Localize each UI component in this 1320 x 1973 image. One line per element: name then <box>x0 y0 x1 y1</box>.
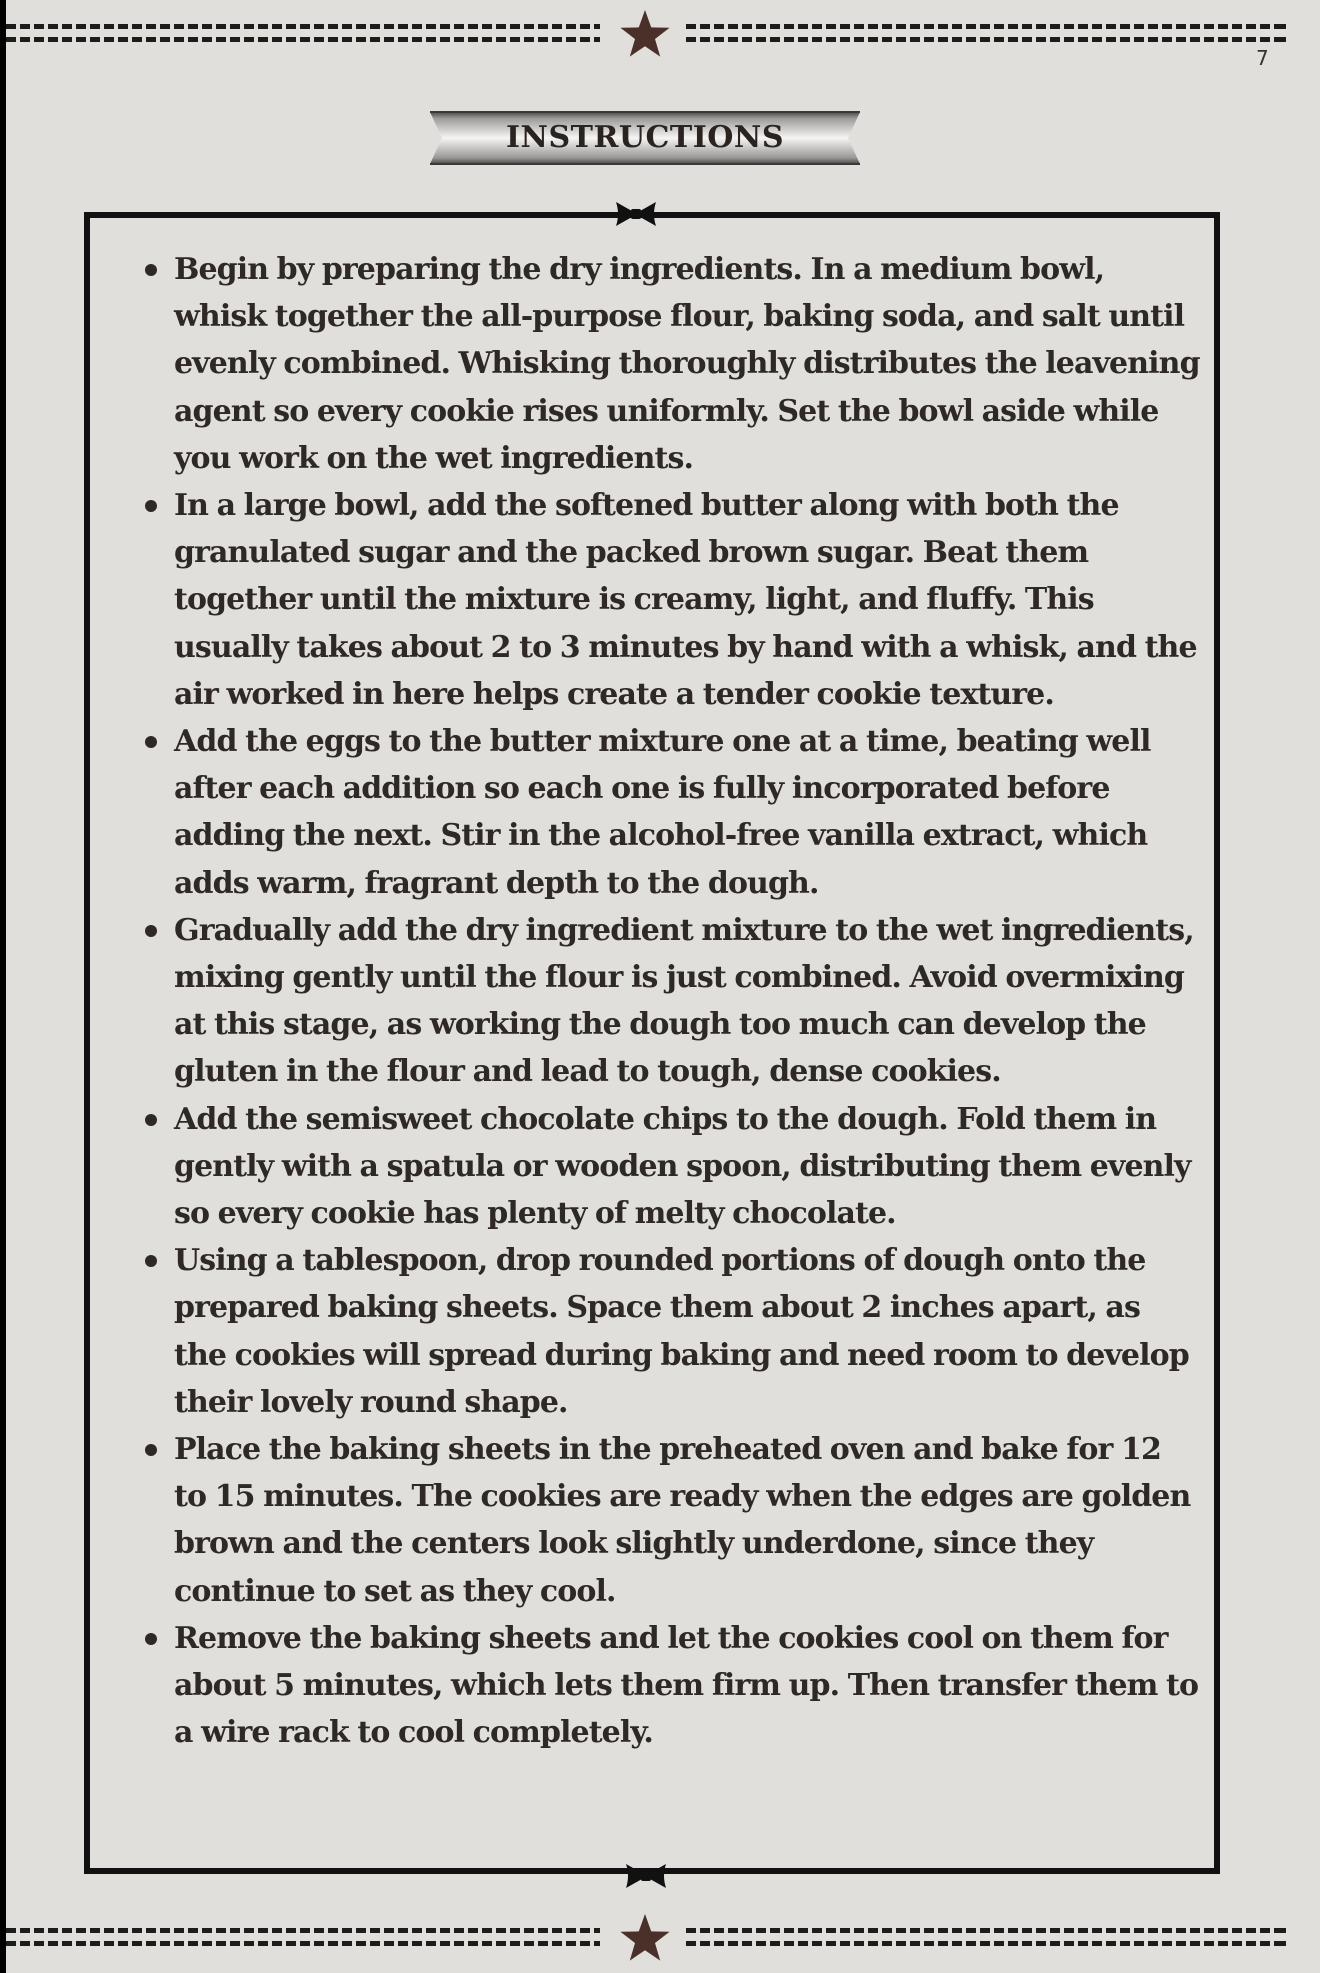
page-title: INSTRUCTIONS <box>506 120 784 155</box>
instruction-step: Add the semisweet chocolate chips to the dough. Fold them in gently with a spatula or wooden spoon, distributing them evenly so every cookie has plenty of melty chocolate. <box>140 1096 1200 1238</box>
dashed-rule-left <box>6 24 598 42</box>
dashed-rule-right <box>686 1928 1286 1946</box>
instruction-step: Place the baking sheets in the preheated oven and bake for 12 to 15 minutes. The cookies are ready when the edges are golden brown and the centers look slightly underdone, since they continue to set as they cool. <box>140 1426 1200 1615</box>
star-icon <box>619 1912 671 1962</box>
instruction-step: Add the eggs to the butter mixture one at a time, beating well after each addition so each one is fully incorporated before adding the next. Stir in the alcohol-free vanilla extract, which adds warm, fragrant depth to the dough. <box>140 718 1200 907</box>
instruction-step: Begin by preparing the dry ingredients. In a medium bowl, whisk together the all-purpose flour, baking soda, and salt until evenly combined. Whisking thoroughly distributes the leavening agent so every cookie rises uniformly. Set the bowl aside while you work on the wet ingredients. <box>140 246 1200 482</box>
dashed-rule-left <box>6 1928 598 1946</box>
dashed-rule-right <box>686 24 1286 42</box>
top-decorative-border <box>6 12 1320 52</box>
dashed-rule-cap <box>1280 1928 1286 1946</box>
star-icon <box>619 8 671 58</box>
bow-icon <box>614 200 658 228</box>
recipe-page <box>6 0 1320 1973</box>
dashed-rule-cap <box>1280 24 1286 42</box>
instruction-step: Gradually add the dry ingredient mixture to the wet ingredients, mixing gently until the flour is just combined. Avoid overmixing at this stage, as working the dough too much can develop the gluten in the flour and lead to tough, dense cookies. <box>140 907 1200 1096</box>
dashed-rule-cap <box>594 24 600 42</box>
instructions-list <box>140 246 1200 1757</box>
title-ribbon <box>424 110 866 166</box>
page-number: 7 <box>1256 46 1269 70</box>
bow-icon <box>624 1862 668 1890</box>
instruction-step: Remove the baking sheets and let the cookies cool on them for about 5 minutes, which lets them firm up. Then transfer them to a wire rack to cool completely. <box>140 1615 1200 1757</box>
bottom-decorative-border <box>6 1916 1320 1956</box>
dashed-rule-cap <box>594 1928 600 1946</box>
instruction-step: In a large bowl, add the softened butter along with both the granulated sugar and the packed brown sugar. Beat them together until the mixture is creamy, light, and fluffy. This usually takes about 2 to 3 minutes by hand with a whisk, and the air worked in here helps create a tender cookie texture. <box>140 482 1200 718</box>
instruction-step: Using a tablespoon, drop rounded portions of dough onto the prepared baking sheets. Space them about 2 inches apart, as the cookies will spread during baking and need room to develop their lovely round shape. <box>140 1237 1200 1426</box>
